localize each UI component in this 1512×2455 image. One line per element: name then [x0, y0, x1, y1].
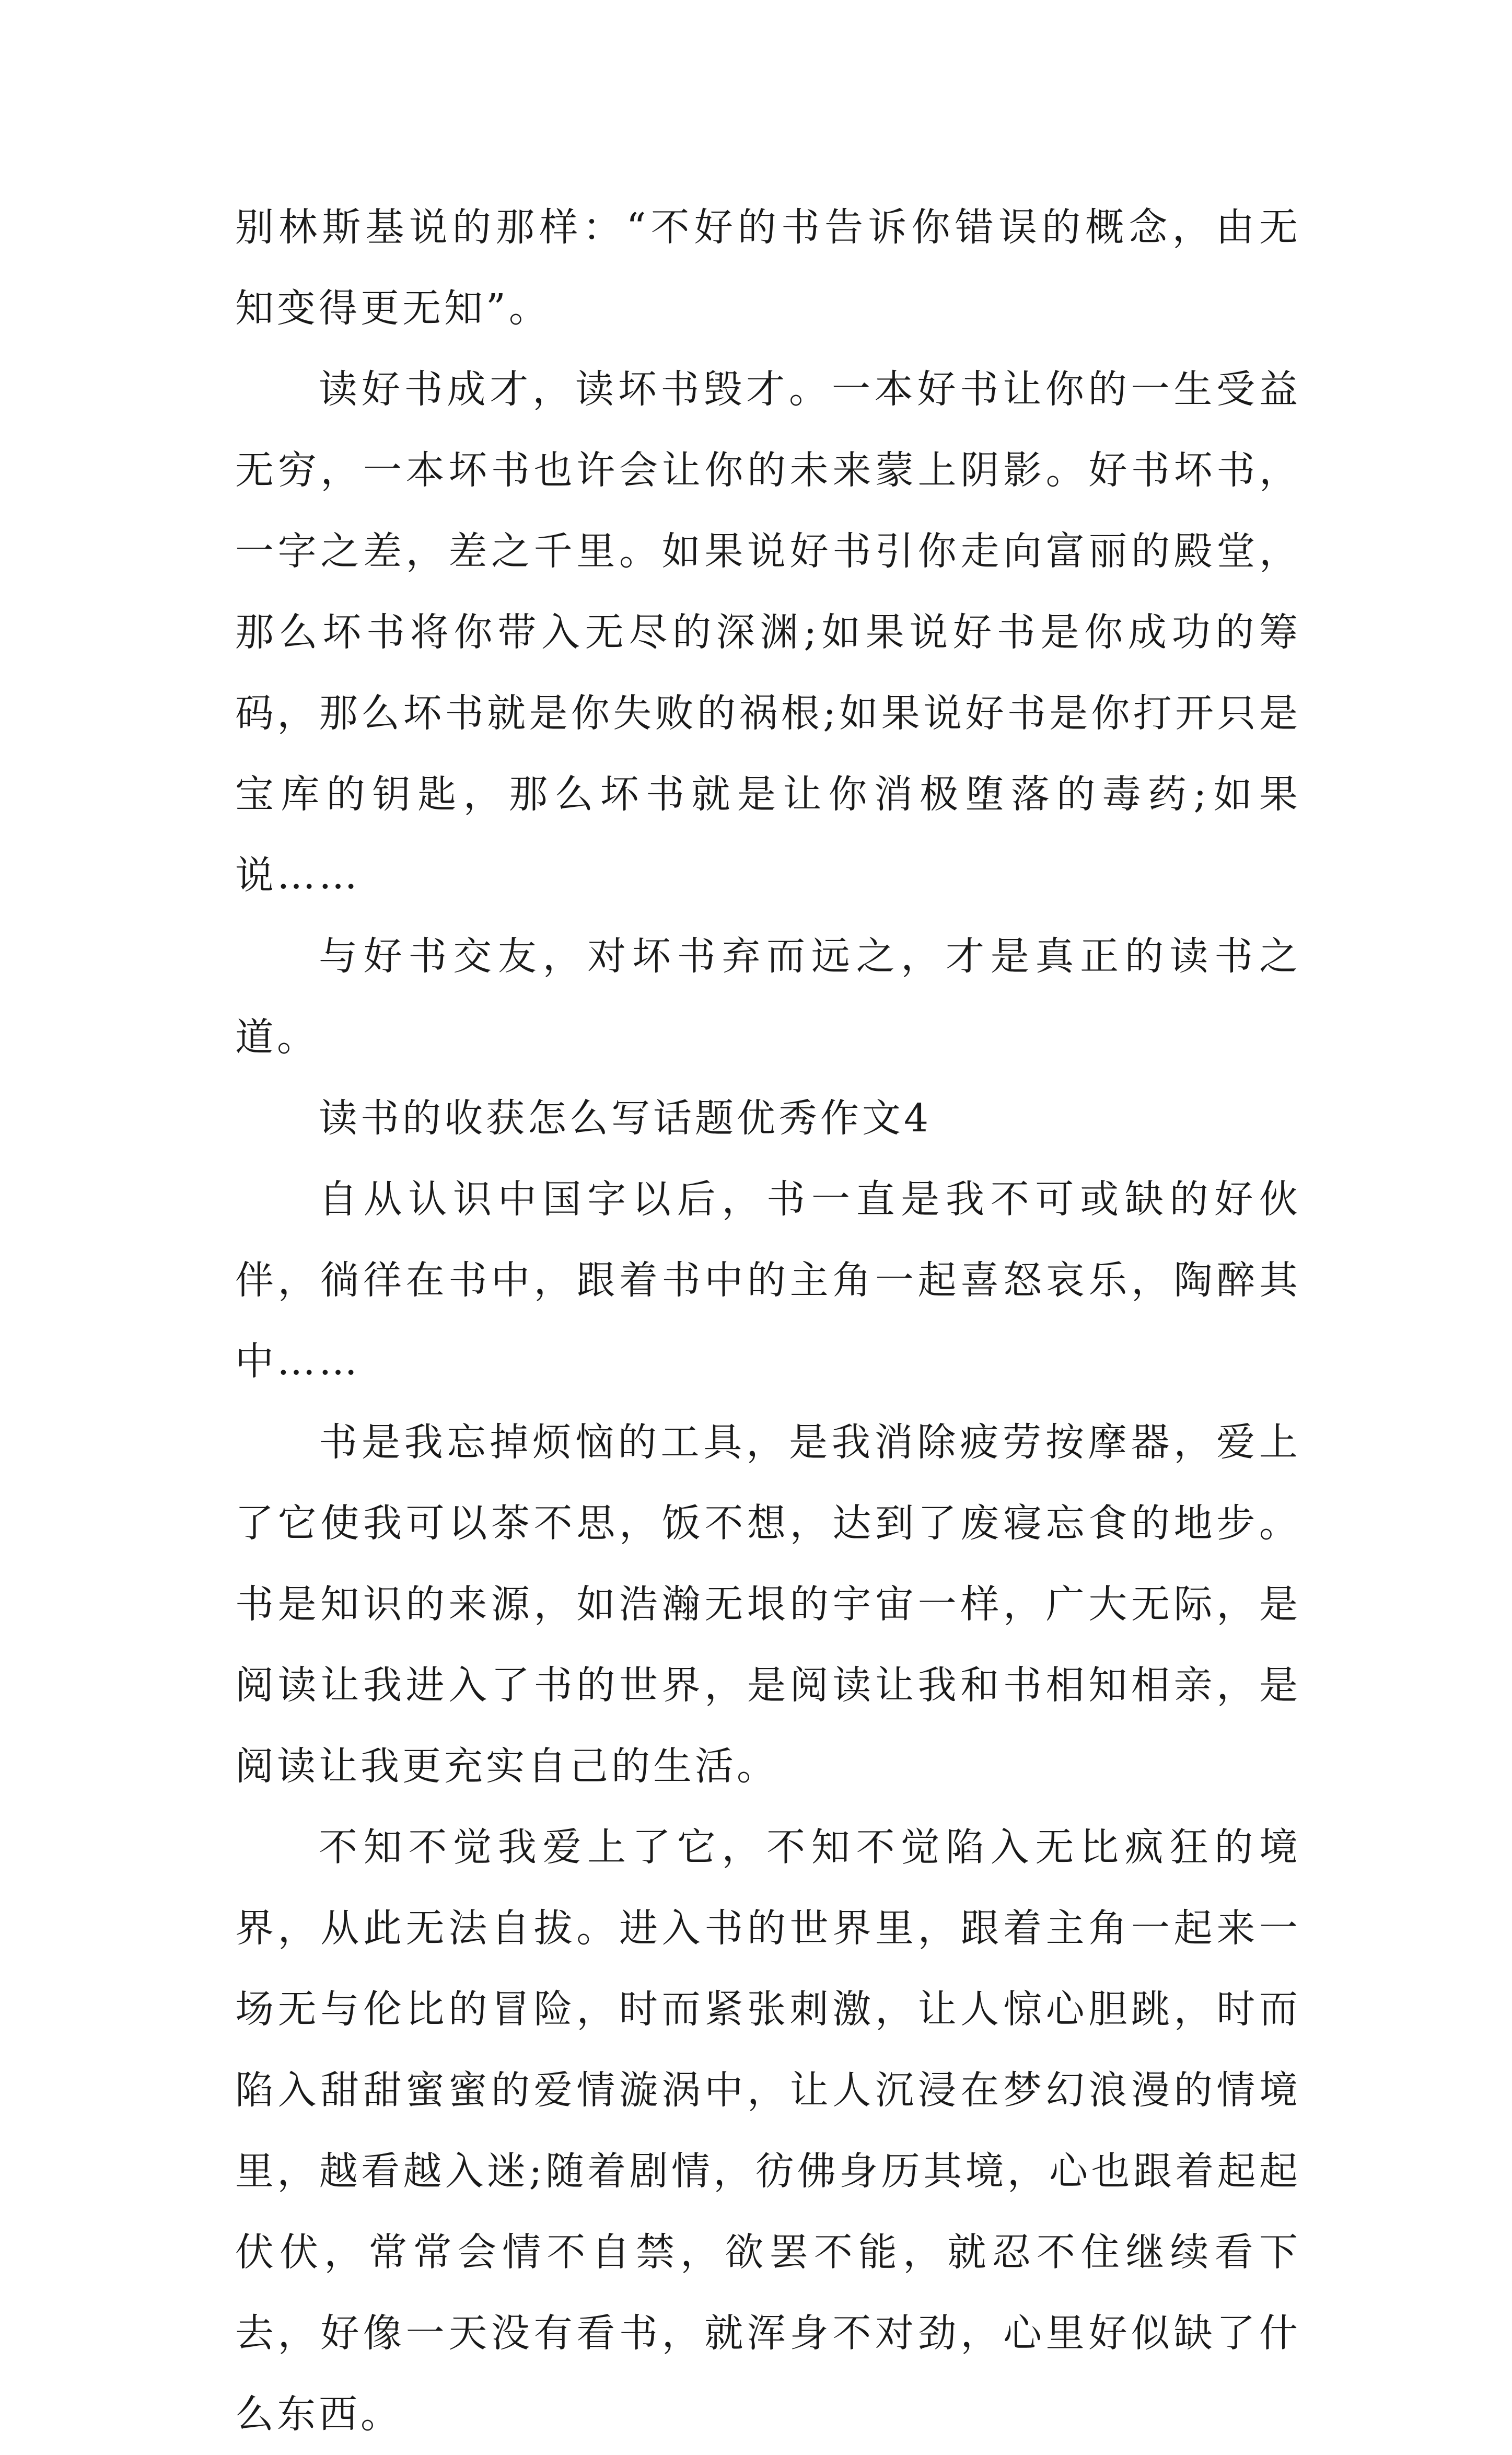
paragraph: 与好书交友，对坏书弃而远之，才是真正的读书之道。	[235, 934, 1301, 1060]
paragraph: 读好书成才，读坏书毁才。一本好书让你的一生受益无穷，一本坏书也许会让你的未来蒙上阴影。好书坏书，一字之差，差之千里。如果说好书引你走向富丽的殿堂，那么坏书将你带入无尽的深渊;如果说好书是你成功的筹码，那么坏书就是你失败的祸根;如果说好书是你打开只是宝库的钥匙，那么坏书就是让你消极堕落的毒药;如果说……	[235, 367, 1301, 898]
section-heading: 读书的收获怎么写话题优秀作文4	[319, 1096, 932, 1141]
paragraph-continuation: 别林斯基说的那样：“不好的书告诉你错误的概念，由无知变得更无知”。	[235, 205, 1301, 331]
paragraph: 不知不觉我爱上了它，不知不觉陷入无比疯狂的境界，从此无法自拔。进入书的世界里，跟着主角一起来一场无与伦比的冒险，时而紧张刺激，让人惊心胆跳，时而陷入甜甜蜜蜜的爱情漩涡中，让人沉浸在梦幻浪漫的情境里，越看越入迷;随着剧情，彷佛身历其境，心也跟着起起伏伏，常常会情不自禁，欲罢不能，就忍不住继续看下去，好像一天没有看书，就浑身不对劲，心里好似缺了什么东西。	[235, 1825, 1301, 2437]
paragraph: 自从认识中国字以后，书一直是我不可或缺的好伙伴，徜徉在书中，跟着书中的主角一起喜怒哀乐，陶醉其中……	[235, 1177, 1301, 1384]
document-body	[235, 187, 1301, 2455]
paragraph: 书是我忘掉烦恼的工具，是我消除疲劳按摩器，爱上了它使我可以茶不思，饭不想，达到了废寝忘食的地步。书是知识的来源，如浩瀚无垠的宇宙一样，广大无际，是阅读让我进入了书的世界，是阅读让我和书相知相亲，是阅读让我更充实自己的生活。	[235, 1420, 1301, 1789]
